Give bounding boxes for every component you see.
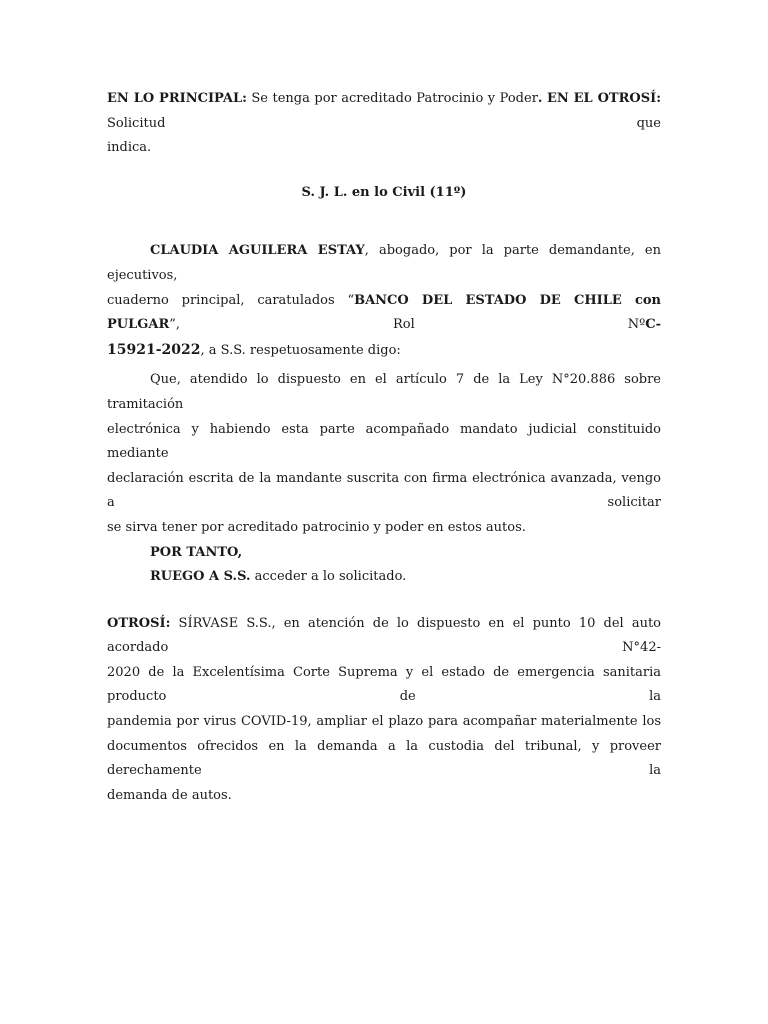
body-line-2: electrónica y habiendo esta parte acompañado mandato judicial constituido mediante xyxy=(107,421,661,462)
intro-paragraph xyxy=(107,239,661,363)
rol-number-start: C- xyxy=(645,317,661,333)
closing-block xyxy=(107,541,661,590)
otrosi-heading-label: EN EL OTROSÍ: xyxy=(546,91,661,106)
otrosi-line-1: OTROSÍ: SÍRVASE S.S., en atención de lo dispuesto en el punto 10 del auto acordado N°42- xyxy=(107,615,661,656)
body-line-4: se sirva tener por acreditado patrocinio y poder en estos autos. xyxy=(107,519,526,535)
intro-line-2: cuaderno principal, caratulados “BANCO DEL ESTADO DE CHILE con PULGAR”, Rol NºC- xyxy=(107,292,661,333)
principal-label: EN LO PRINCIPAL: xyxy=(107,91,247,106)
legal-document xyxy=(107,87,661,808)
ruego-label: RUEGO A S.S. xyxy=(150,569,251,585)
document-heading xyxy=(107,87,661,161)
body-line-3: declaración escrita de la mandante suscrita con firma electrónica avanzada, vengo a solicitar xyxy=(107,470,661,511)
otrosi-heading-text: Solicitud que xyxy=(107,115,661,131)
case-name: BANCO DEL ESTADO DE CHILE con PULGAR xyxy=(107,292,661,333)
heading-line-1 xyxy=(107,87,661,136)
otrosi-line-4: documentos ofrecidos en la demanda a la custodia del tribunal, y proveer derechamente la xyxy=(107,738,661,779)
principal-period: . xyxy=(537,91,543,106)
body-line-1: Que, atendido lo dispuesto en el artículo 7 de la Ley N°20.886 sobre tramitación xyxy=(107,372,661,412)
rol-number-end: 15921-2022 xyxy=(107,341,201,358)
otrosi-label: OTROSÍ: xyxy=(107,615,171,631)
por-tanto: POR TANTO, xyxy=(150,544,243,560)
otrosi-line-5: demanda de autos. xyxy=(107,787,232,803)
lawyer-name: CLAUDIA AGUILERA ESTAY xyxy=(150,243,365,259)
otrosi-line-3: pandemia por virus COVID-19, ampliar el plazo para acompañar materialmente los xyxy=(107,714,661,730)
intro-line-3: 15921-2022, a S.S. respetuosamente digo: xyxy=(107,341,401,358)
section-gap xyxy=(107,590,661,612)
body-paragraph xyxy=(107,368,661,540)
heading-line-2 xyxy=(107,136,661,161)
otrosi-line-2: 2020 de la Excelentísima Corte Suprema y el estado de emergencia sanitaria producto de la xyxy=(107,664,661,705)
otrosi-heading-text-cont: indica. xyxy=(107,140,152,156)
intro-line-1: CLAUDIA AGUILERA ESTAY, abogado, por la parte demandante, en ejecutivos, xyxy=(107,243,661,283)
ruego-line: RUEGO A S.S. acceder a lo solicitado. xyxy=(150,569,407,585)
otrosi-paragraph xyxy=(107,612,661,809)
court-title: S. J. L. en lo Civil (11º) xyxy=(301,184,467,200)
principal-text: Se tenga por acreditado Patrocinio y Poder xyxy=(246,91,538,106)
